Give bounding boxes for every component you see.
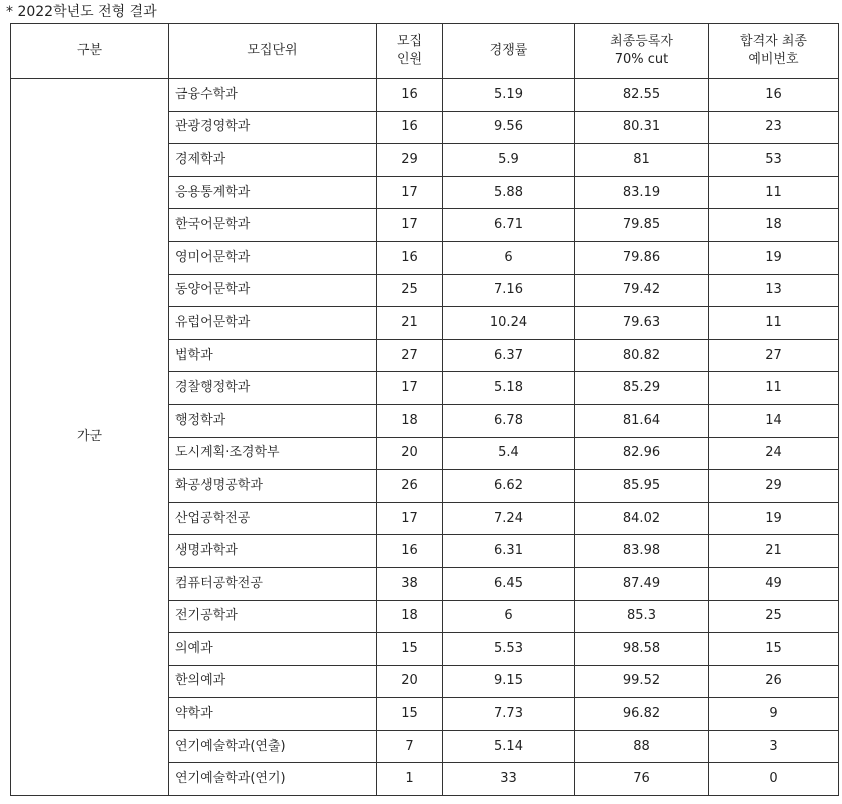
group-cell: 가군 xyxy=(11,79,169,796)
competition-cell: 6 xyxy=(443,241,575,274)
cut-cell: 79.63 xyxy=(575,307,709,340)
quota-cell: 15 xyxy=(377,633,443,666)
waitlist-cell: 11 xyxy=(709,307,839,340)
unit-cell: 경찰행정학과 xyxy=(169,372,377,405)
competition-cell: 33 xyxy=(443,763,575,796)
cut-cell: 82.55 xyxy=(575,79,709,112)
quota-cell: 27 xyxy=(377,339,443,372)
competition-cell: 6 xyxy=(443,600,575,633)
competition-cell: 6.71 xyxy=(443,209,575,242)
competition-cell: 5.4 xyxy=(443,437,575,470)
cut-cell: 79.42 xyxy=(575,274,709,307)
quota-cell: 38 xyxy=(377,567,443,600)
waitlist-cell: 53 xyxy=(709,144,839,177)
header-waitlist-line2: 예비번호 xyxy=(748,52,799,67)
competition-cell: 7.73 xyxy=(443,698,575,731)
quota-cell: 18 xyxy=(377,404,443,437)
competition-cell: 7.24 xyxy=(443,502,575,535)
cut-cell: 85.95 xyxy=(575,470,709,503)
cut-cell: 83.98 xyxy=(575,535,709,568)
table-body xyxy=(11,79,839,796)
header-unit: 모집단위 xyxy=(169,24,377,79)
cut-cell: 96.82 xyxy=(575,698,709,731)
unit-cell: 화공생명공학과 xyxy=(169,470,377,503)
quota-cell: 20 xyxy=(377,437,443,470)
unit-cell: 연기예술학과(연출) xyxy=(169,730,377,763)
header-cut-line1: 최종등록자 xyxy=(610,34,673,49)
unit-cell: 컴퓨터공학전공 xyxy=(169,567,377,600)
header-waitlist-line1: 합격자 최종 xyxy=(740,34,807,49)
quota-cell: 16 xyxy=(377,535,443,568)
quota-cell: 26 xyxy=(377,470,443,503)
quota-cell: 18 xyxy=(377,600,443,633)
cut-cell: 99.52 xyxy=(575,665,709,698)
quota-cell: 20 xyxy=(377,665,443,698)
header-competition: 경쟁률 xyxy=(443,24,575,79)
quota-cell: 17 xyxy=(377,209,443,242)
unit-cell: 한국어문학과 xyxy=(169,209,377,242)
cut-cell: 85.29 xyxy=(575,372,709,405)
header-row xyxy=(11,24,839,79)
unit-cell: 행정학과 xyxy=(169,404,377,437)
waitlist-cell: 16 xyxy=(709,79,839,112)
cut-cell: 79.85 xyxy=(575,209,709,242)
quota-cell: 15 xyxy=(377,698,443,731)
cut-cell: 81 xyxy=(575,144,709,177)
header-cut-line2: 70% cut xyxy=(614,52,669,67)
cut-cell: 79.86 xyxy=(575,241,709,274)
waitlist-cell: 23 xyxy=(709,111,839,144)
waitlist-cell: 14 xyxy=(709,404,839,437)
waitlist-cell: 19 xyxy=(709,502,839,535)
unit-cell: 영미어문학과 xyxy=(169,241,377,274)
unit-cell: 산업공학전공 xyxy=(169,502,377,535)
quota-cell: 21 xyxy=(377,307,443,340)
competition-cell: 9.15 xyxy=(443,665,575,698)
waitlist-cell: 18 xyxy=(709,209,839,242)
cut-cell: 88 xyxy=(575,730,709,763)
competition-cell: 6.31 xyxy=(443,535,575,568)
waitlist-cell: 21 xyxy=(709,535,839,568)
quota-cell: 17 xyxy=(377,372,443,405)
waitlist-cell: 13 xyxy=(709,274,839,307)
waitlist-cell: 24 xyxy=(709,437,839,470)
cut-cell: 80.82 xyxy=(575,339,709,372)
cut-cell: 76 xyxy=(575,763,709,796)
quota-cell: 29 xyxy=(377,144,443,177)
waitlist-cell: 29 xyxy=(709,470,839,503)
header-cut xyxy=(575,24,709,79)
waitlist-cell: 0 xyxy=(709,763,839,796)
quota-cell: 17 xyxy=(377,502,443,535)
unit-cell: 유럽어문학과 xyxy=(169,307,377,340)
competition-cell: 5.88 xyxy=(443,176,575,209)
waitlist-cell: 9 xyxy=(709,698,839,731)
quota-cell: 7 xyxy=(377,730,443,763)
header-quota-line2: 인원 xyxy=(396,52,423,67)
cut-cell: 82.96 xyxy=(575,437,709,470)
waitlist-cell: 27 xyxy=(709,339,839,372)
waitlist-cell: 11 xyxy=(709,372,839,405)
quota-cell: 1 xyxy=(377,763,443,796)
competition-cell: 7.16 xyxy=(443,274,575,307)
unit-cell: 응용통계학과 xyxy=(169,176,377,209)
unit-cell: 도시계획·조경학부 xyxy=(169,437,377,470)
waitlist-cell: 3 xyxy=(709,730,839,763)
competition-cell: 5.19 xyxy=(443,79,575,112)
quota-cell: 16 xyxy=(377,241,443,274)
competition-cell: 5.53 xyxy=(443,633,575,666)
quota-cell: 16 xyxy=(377,111,443,144)
unit-cell: 전기공학과 xyxy=(169,600,377,633)
competition-cell: 5.14 xyxy=(443,730,575,763)
waitlist-cell: 11 xyxy=(709,176,839,209)
competition-cell: 6.45 xyxy=(443,567,575,600)
header-quota-line1: 모집 xyxy=(396,34,423,49)
quota-cell: 17 xyxy=(377,176,443,209)
header-quota xyxy=(377,24,443,79)
waitlist-cell: 19 xyxy=(709,241,839,274)
table-row xyxy=(11,79,839,112)
waitlist-cell: 15 xyxy=(709,633,839,666)
unit-cell: 의예과 xyxy=(169,633,377,666)
unit-cell: 관광경영학과 xyxy=(169,111,377,144)
unit-cell: 경제학과 xyxy=(169,144,377,177)
quota-cell: 16 xyxy=(377,79,443,112)
table-header xyxy=(11,24,839,79)
unit-cell: 법학과 xyxy=(169,339,377,372)
unit-cell: 약학과 xyxy=(169,698,377,731)
unit-cell: 동양어문학과 xyxy=(169,274,377,307)
admission-results-table xyxy=(10,23,839,796)
table-caption: * 2022학년도 전형 결과 xyxy=(6,4,157,20)
quota-cell: 25 xyxy=(377,274,443,307)
competition-cell: 6.78 xyxy=(443,404,575,437)
competition-cell: 10.24 xyxy=(443,307,575,340)
waitlist-cell: 25 xyxy=(709,600,839,633)
header-category: 구분 xyxy=(11,24,169,79)
unit-cell: 한의예과 xyxy=(169,665,377,698)
waitlist-cell: 26 xyxy=(709,665,839,698)
competition-cell: 6.37 xyxy=(443,339,575,372)
cut-cell: 87.49 xyxy=(575,567,709,600)
competition-cell: 6.62 xyxy=(443,470,575,503)
cut-cell: 85.3 xyxy=(575,600,709,633)
competition-cell: 5.9 xyxy=(443,144,575,177)
unit-cell: 금융수학과 xyxy=(169,79,377,112)
cut-cell: 81.64 xyxy=(575,404,709,437)
cut-cell: 84.02 xyxy=(575,502,709,535)
competition-cell: 5.18 xyxy=(443,372,575,405)
unit-cell: 생명과학과 xyxy=(169,535,377,568)
cut-cell: 98.58 xyxy=(575,633,709,666)
waitlist-cell: 49 xyxy=(709,567,839,600)
competition-cell: 9.56 xyxy=(443,111,575,144)
cut-cell: 80.31 xyxy=(575,111,709,144)
unit-cell: 연기예술학과(연기) xyxy=(169,763,377,796)
cut-cell: 83.19 xyxy=(575,176,709,209)
header-waitlist xyxy=(709,24,839,79)
